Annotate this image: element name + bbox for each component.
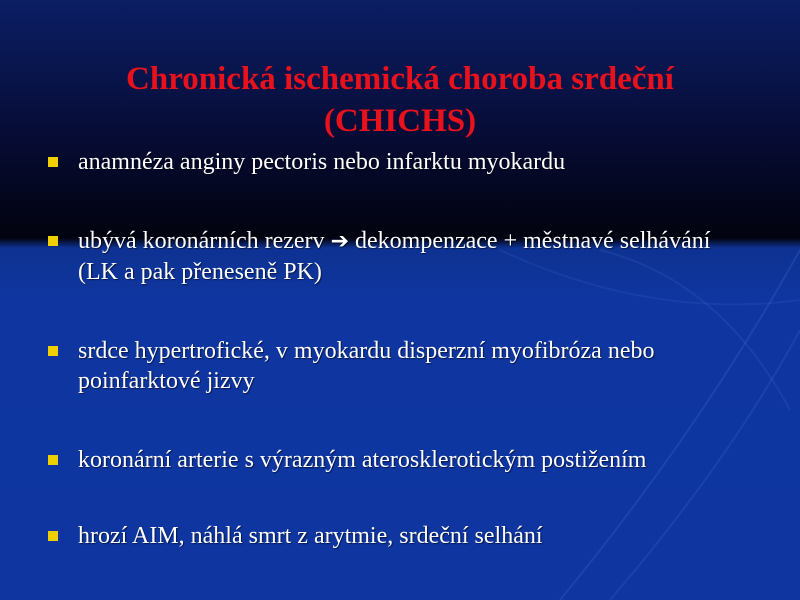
bullet-text-2-after: dekompenzace + městnavé selhávání (LK a pak přeneseně PK) [78, 228, 711, 285]
bullet-text-2 [78, 226, 748, 287]
bullet-text-1: anamnéza anginy pectoris nebo infarktu myokardu [78, 149, 566, 175]
bullet-item-1 [48, 147, 748, 177]
bullet-item-5 [48, 521, 748, 551]
square-bullet-icon [48, 236, 58, 246]
bullet-item-4 [48, 445, 748, 475]
bullet-text-2-before: ubývá koronárních rezerv [78, 228, 325, 254]
square-bullet-icon [48, 346, 58, 356]
square-bullet-icon [48, 455, 58, 465]
square-bullet-icon [48, 531, 58, 541]
bullet-item-2 [48, 226, 748, 287]
bullet-text-4: koronární arterie s výrazným aterosklerotickým postižením [78, 447, 647, 473]
square-bullet-icon [48, 157, 58, 167]
slide-title-line-2: (CHICHS) [323, 103, 477, 139]
bullet-item-3 [48, 336, 748, 396]
bullet-text-3: srdce hypertrofické, v myokardu disperzní myofibróza nebo poinfarktové jizvy [78, 338, 655, 394]
slide-title-line-1: Chronická ischemická choroba srdeční [126, 61, 674, 97]
right-arrow-icon: ➔ [330, 229, 349, 254]
bullet-text-5: hrozí AIM, náhlá smrt z arytmie, srdeční selhání [78, 523, 543, 549]
